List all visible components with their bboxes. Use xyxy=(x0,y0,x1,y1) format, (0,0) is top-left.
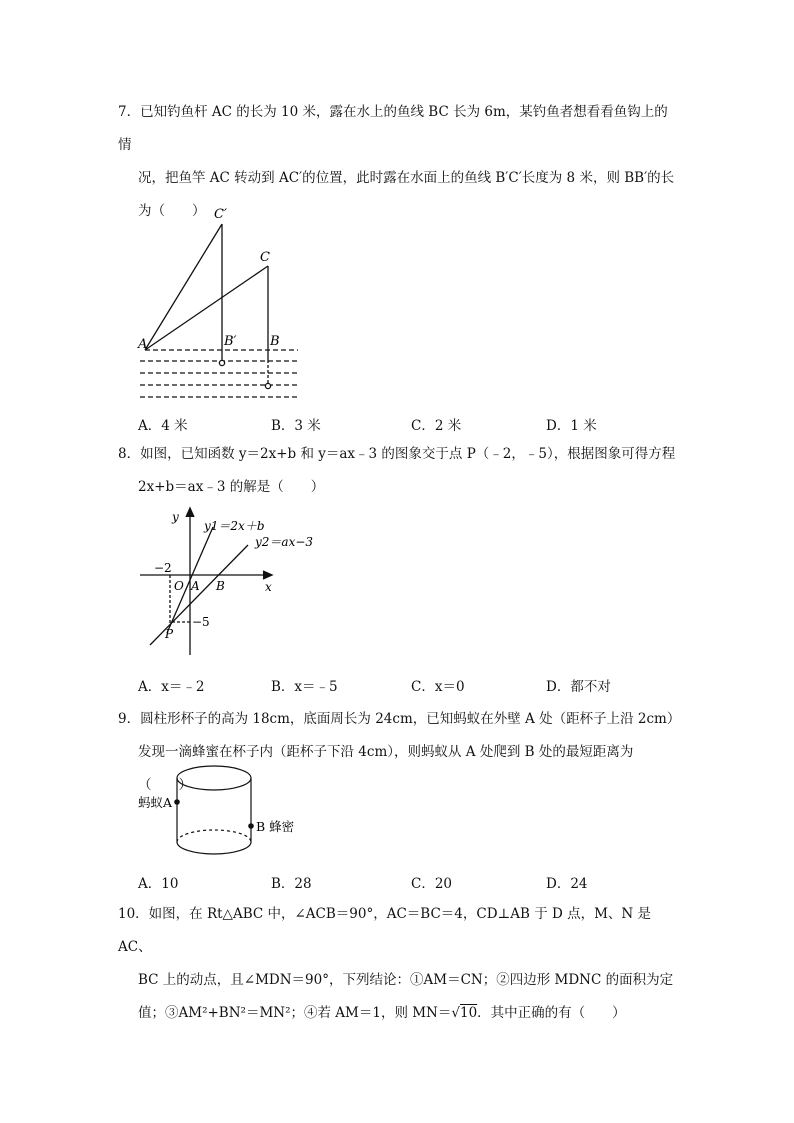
label-b: B xyxy=(270,334,280,349)
q8-option-b[interactable]: B．x＝﹣5 xyxy=(271,679,338,695)
q8-option-d[interactable]: D．都不对 xyxy=(546,679,611,695)
x-axis-label: x xyxy=(265,580,272,594)
q9-line-2: 发现一滴蜂蜜在杯子内（距杯子下沿 4cm），则蚂蚁从 A 处爬到 B 处的最短距离为（ ） xyxy=(138,744,634,793)
q8-line-2: 2x+b＝ax﹣3 的解是（ ） xyxy=(138,479,325,495)
q7-option-b[interactable]: B．3 米 xyxy=(271,418,321,434)
rod-ac xyxy=(145,266,268,350)
q9-option-a[interactable]: A．10 xyxy=(138,876,179,892)
point-a-label: A xyxy=(191,579,200,593)
q9-option-c[interactable]: C．20 xyxy=(411,876,453,892)
q10-line-3 xyxy=(118,997,678,1030)
q7-line-3: 为（ ） xyxy=(138,203,206,219)
sqrt-radicand: 10 xyxy=(459,1005,478,1021)
hook-b-prime xyxy=(219,360,224,365)
tick-neg5: −5 xyxy=(192,615,210,629)
q8-option-c[interactable]: C．x＝0 xyxy=(411,679,465,695)
q8-function-graph xyxy=(140,505,320,665)
q7-option-d[interactable]: D．1 米 xyxy=(546,418,597,434)
q10-line-1: 10．如图，在 Rt△ABC 中，∠ACB＝90°，AC＝BC＝4，CD⊥AB 于 D 点，M、N 是 AC、 xyxy=(118,906,652,955)
honey-label: B 蜂密 xyxy=(256,819,295,834)
q9-line-1: 9．圆柱形杯子的高为 18cm，底面周长为 24cm，已知蚂蚁在外壁 A 处（距杯子上沿 2cm） xyxy=(118,711,681,727)
y1-label: y1＝2x＋b xyxy=(204,519,265,533)
hook-b xyxy=(265,383,270,388)
sqrt-symbol: √ xyxy=(451,1005,460,1021)
rod-ac-prime xyxy=(145,224,222,350)
question-10 xyxy=(118,898,678,1030)
label-b-prime: B′ xyxy=(224,334,237,349)
cylinder-top xyxy=(177,766,251,790)
tick-neg2: −2 xyxy=(154,561,172,575)
question-8 xyxy=(118,438,678,504)
q8-option-a[interactable]: A．x＝﹣2 xyxy=(138,679,205,695)
point-b-label: B xyxy=(216,579,225,593)
q9-option-b[interactable]: B．28 xyxy=(271,876,312,892)
honey-point-b xyxy=(248,823,254,829)
q10-line-3a: 值；③AM²+BN²＝MN²；④若 AM＝1，则 MN＝ xyxy=(138,1005,452,1021)
label-c-prime: C′ xyxy=(214,207,227,222)
origin-label: O xyxy=(174,579,184,593)
q7-line-1: 7．已知钓鱼杆 AC 的长为 10 米，露在水上的鱼线 BC 长为 6m，某钓鱼者想看看鱼钩上的情 xyxy=(118,104,668,153)
q10-line-3b: ．其中正确的有（ ） xyxy=(477,1005,626,1021)
q7-option-a[interactable]: A．4 米 xyxy=(138,418,188,434)
q9-cylinder-figure xyxy=(138,764,308,864)
point-p-label: P xyxy=(165,627,174,641)
label-a: A xyxy=(138,337,148,352)
q9-option-d[interactable]: D．24 xyxy=(546,876,588,892)
y-axis-label: y xyxy=(172,510,179,524)
q8-line-1: 8．如图，已知函数 y＝2x+b 和 y＝ax﹣3 的图象交于点 P（﹣2，﹣5），根据图象可得方程 xyxy=(118,446,676,462)
label-c: C xyxy=(260,250,270,265)
y2-label: y2＝ax−3 xyxy=(255,535,314,549)
ant-label: 蚂蚁A xyxy=(138,795,173,810)
ant-point-a xyxy=(174,799,180,805)
q7-line-2: 况，把鱼竿 AC 转动到 AC′的位置，此时露在水面上的鱼线 B′C′长度为 8 米，则 BB′的长 xyxy=(138,170,675,186)
q7-fishing-rod-figure xyxy=(130,200,310,400)
q10-line-2: BC 上的动点，且∠MDN＝90°，下列结论：①AM＝CN；②四边形 MDNC 的面积为定 xyxy=(138,972,674,988)
q7-option-c[interactable]: C．2 米 xyxy=(411,418,462,434)
